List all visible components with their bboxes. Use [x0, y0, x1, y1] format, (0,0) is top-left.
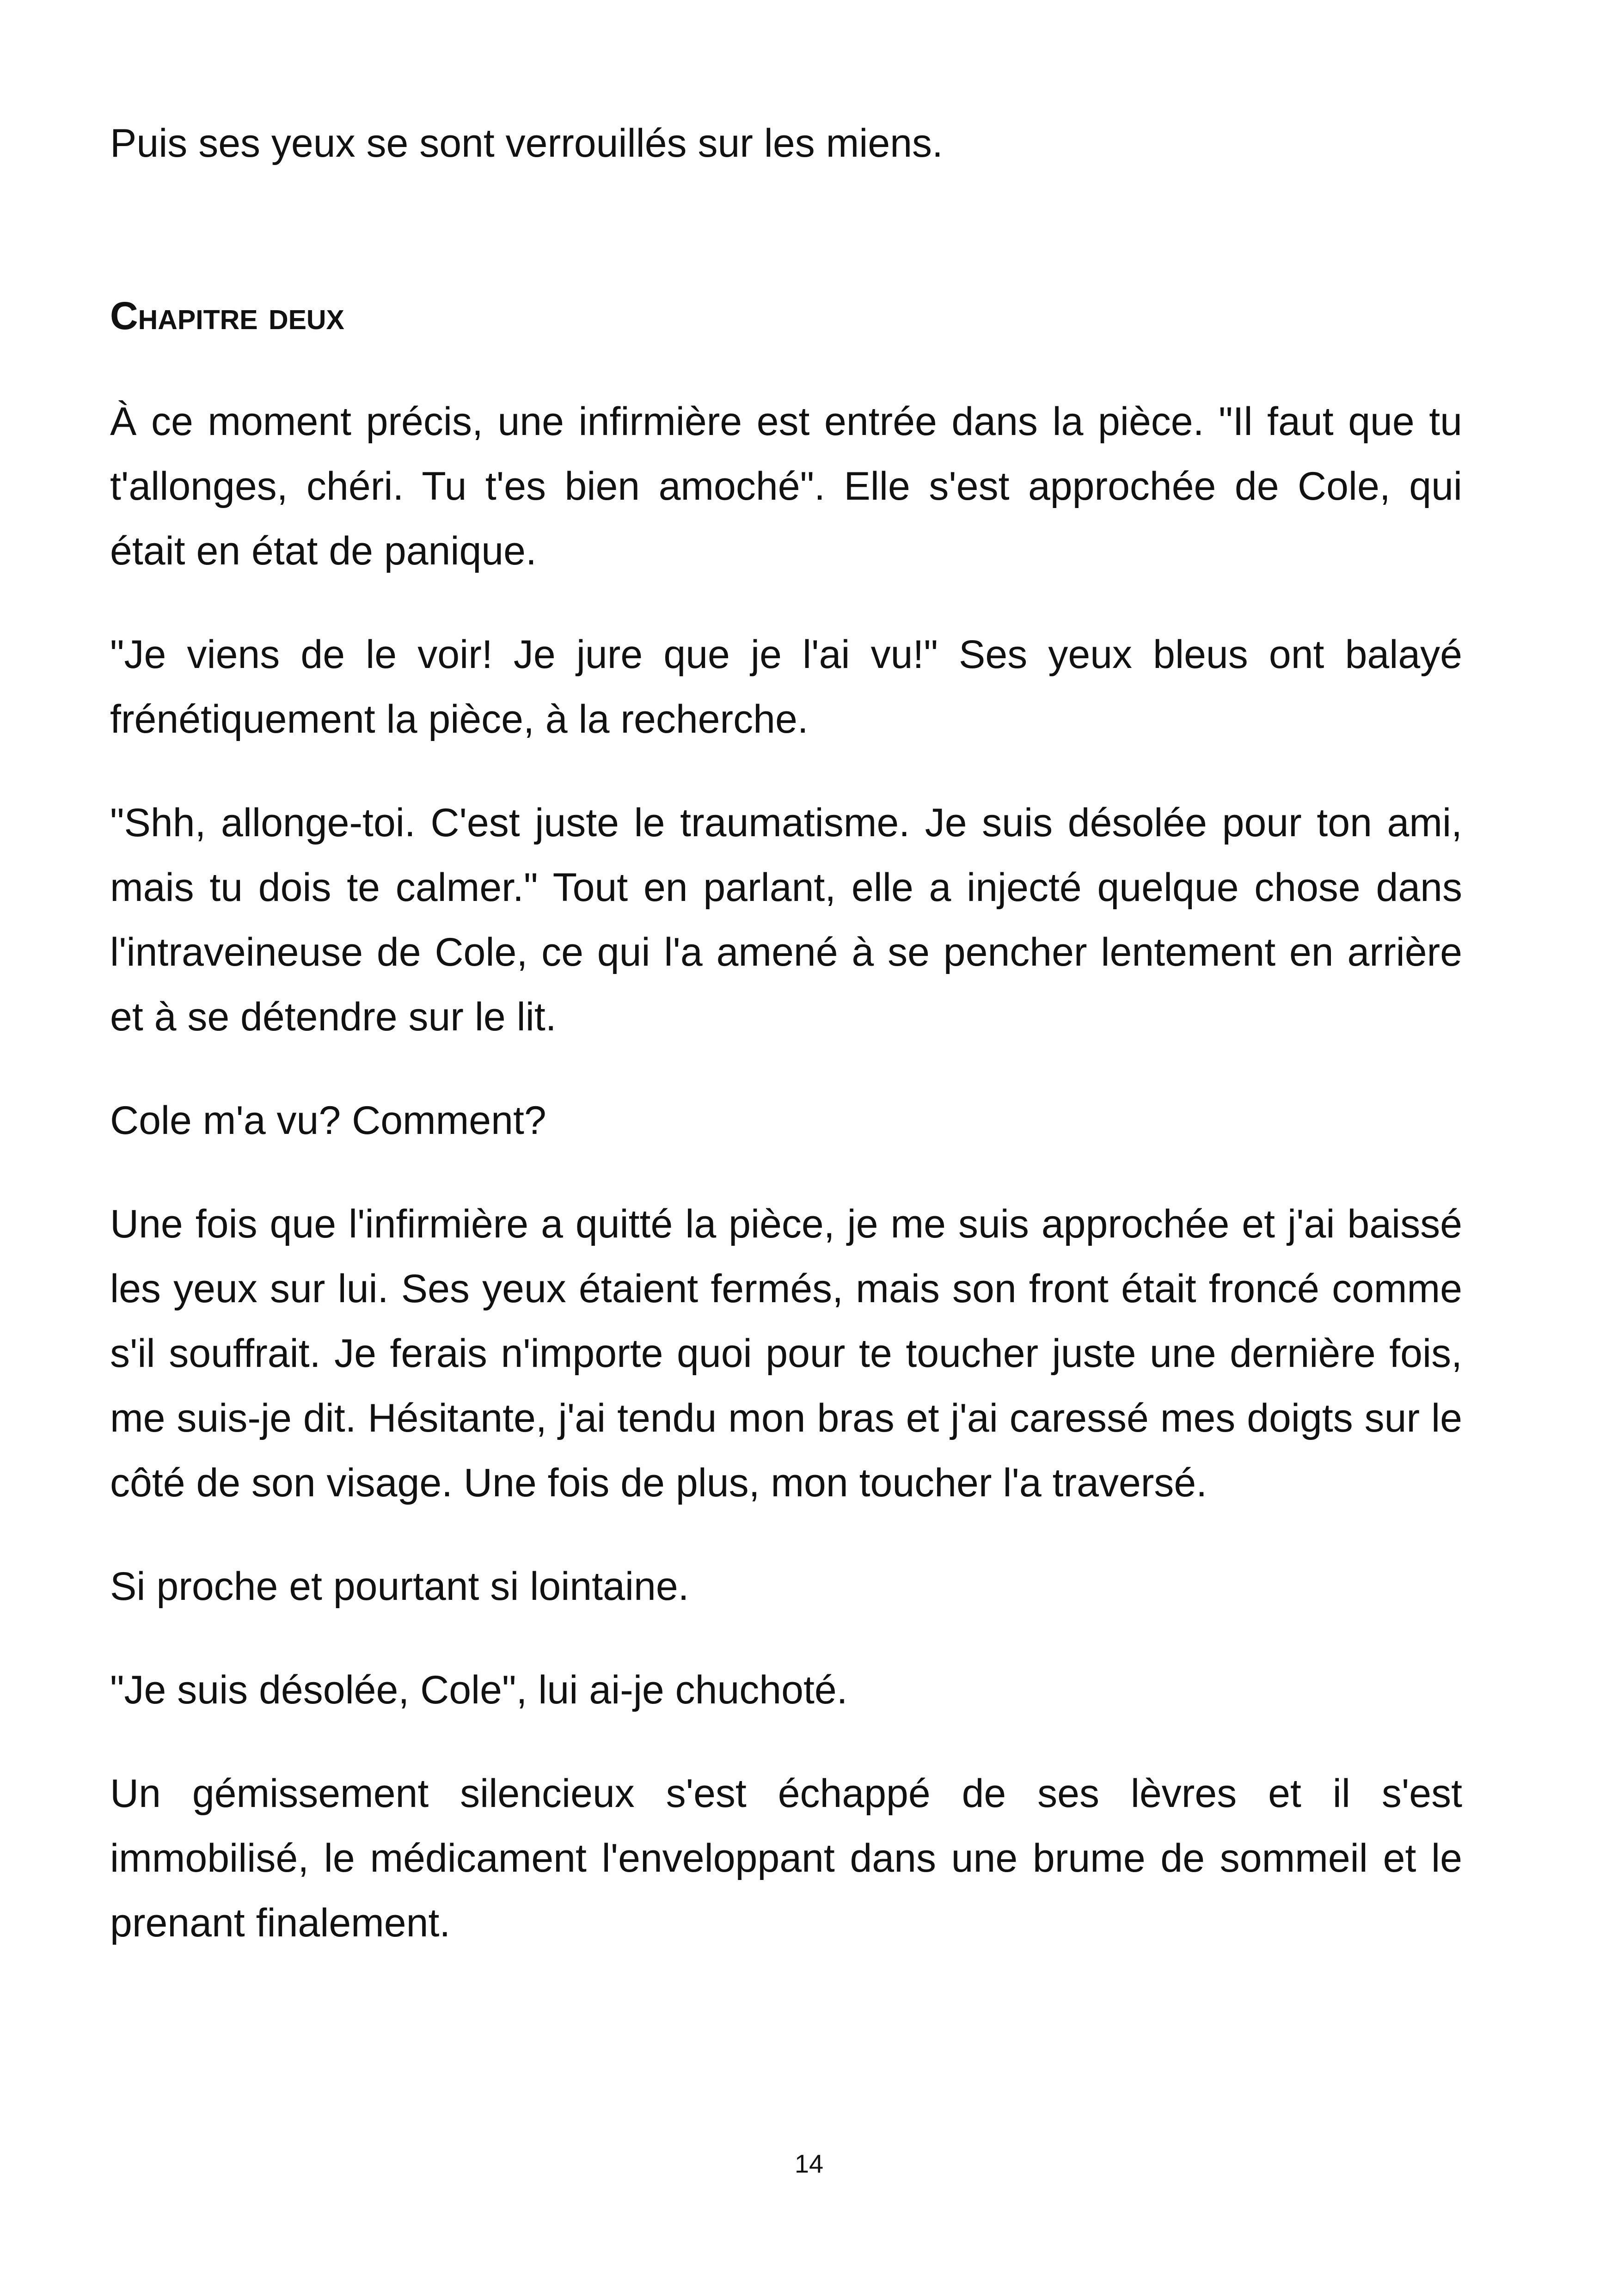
intro-line: Puis ses yeux se sont verrouillés sur les miens. [110, 121, 943, 165]
paragraph-6: Si proche et pourtant si lointaine. [110, 1564, 689, 1609]
page-number: 14 [794, 2149, 824, 2178]
paragraph-8: Un gémissement silencieux s'est échappé de ses lèvres et il s'est immobilisé, le médicament l'enveloppant dans une brume de sommeil et le prenant finalement. [110, 1771, 1462, 1945]
paragraph-3: "Shh, allonge-toi. C'est juste le traumatisme. Je suis désolée pour ton ami, mais tu dois te calmer." Tout en parlant, elle a injecté quelque chose dans l'intraveineuse de Cole, ce qui l'a amené à se pencher lentement en arrière et à se détendre sur le lit. [110, 801, 1462, 1039]
paragraph-4: Cole m'a vu? Comment? [110, 1098, 546, 1143]
paragraph-7: "Je suis désolée, Cole", lui ai-je chuchoté. [110, 1668, 848, 1712]
paragraph-1: À ce moment précis, une infirmière est entrée dans la pièce. "Il faut que tu t'allonges, chéri. Tu t'es bien amoché". Elle s'est approchée de Cole, qui était en état de panique. [110, 399, 1462, 573]
paragraph-2: "Je viens de le voir! Je jure que je l'ai vu!" Ses yeux bleus ont balayé frénétiquement la pièce, à la recherche. [110, 632, 1462, 741]
chapter-title: Chapitre deux [110, 294, 344, 337]
text-column [110, 111, 1462, 1994]
paragraph-5: Une fois que l'infirmière a quitté la pièce, je me suis approchée et j'ai baissé les yeux sur lui. Ses yeux étaient fermés, mais son front était froncé comme s'il souffrait. Je ferais n'importe quoi pour te toucher juste une dernière fois, me suis-je dit. Hésitante, j'ai tendu mon bras et j'ai caressé mes doigts sur le côté de son visage. Une fois de plus, mon toucher l'a traversé. [110, 1202, 1462, 1505]
